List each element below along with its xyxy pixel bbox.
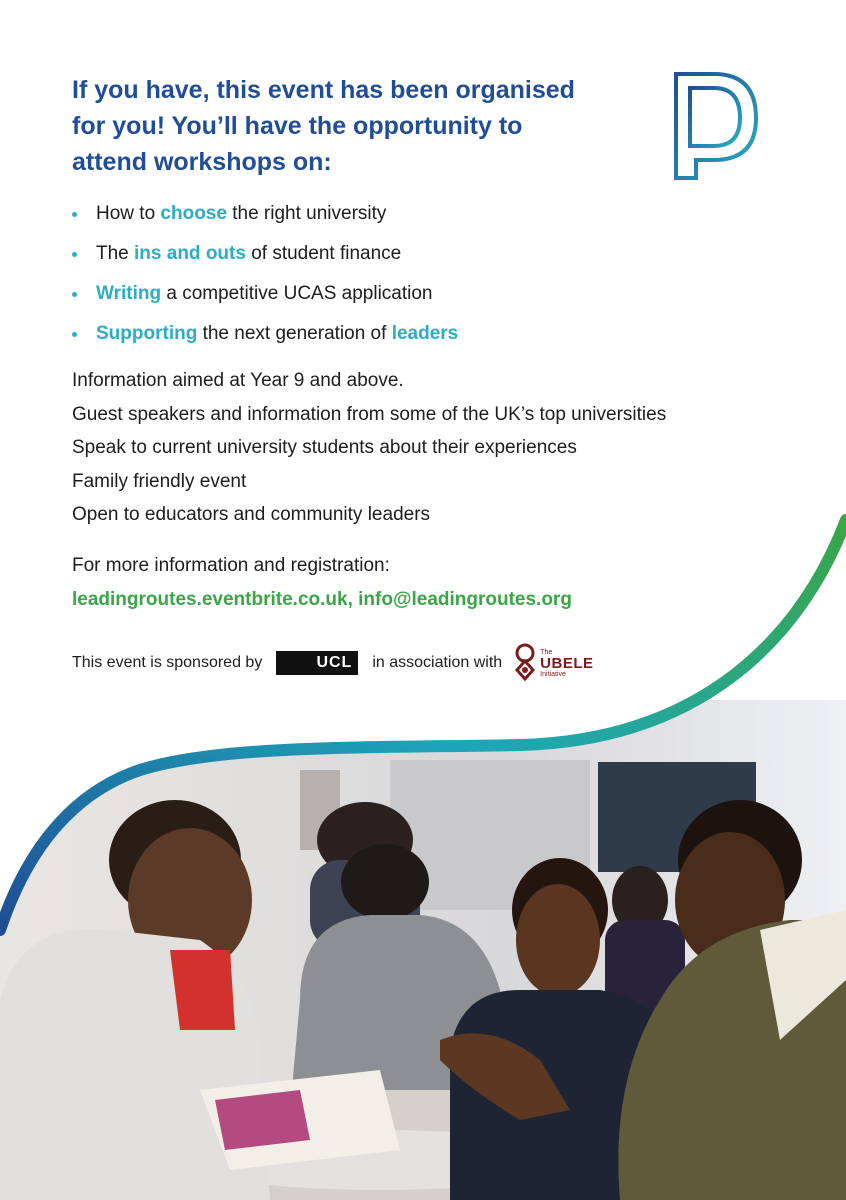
- ubele-initiative: Initiative: [540, 670, 566, 678]
- registration-links[interactable]: leadingroutes.eventbrite.co.uk, info@leadingroutes.org: [72, 589, 572, 610]
- workshop-text: How to: [96, 203, 161, 224]
- ubele-the: The: [540, 648, 553, 656]
- workshop-text: a competitive UCAS application: [161, 283, 433, 304]
- association-text: in association with: [372, 654, 503, 671]
- workshop-item: [72, 198, 458, 238]
- workshop-item: [72, 238, 458, 278]
- info-line: Speak to current university students about their experiences: [72, 437, 577, 458]
- workshop-item: [72, 318, 458, 358]
- workshop-text: of student finance: [245, 243, 402, 264]
- info-list: [72, 364, 666, 532]
- workshop-highlight: choose: [160, 203, 227, 224]
- workshop-item: [72, 278, 458, 318]
- workshop-text: the next generation of: [197, 323, 392, 344]
- more-info-text: For more information and registration:: [72, 555, 390, 576]
- workshop-text: the right university: [226, 203, 387, 224]
- workshop-highlight: ins and outs: [134, 243, 246, 264]
- workshop-text: The: [96, 243, 135, 264]
- sponsor-row: [72, 648, 594, 678]
- info-line: Family friendly event: [72, 470, 247, 492]
- bullet-icon: [72, 332, 77, 337]
- ubele-name: UBELE: [540, 654, 594, 672]
- workshop-list: [72, 198, 458, 358]
- page-heading: If you have, this event has been organised for you! You’ll have the opportunity to attend workshops on:: [72, 76, 575, 176]
- bullet-icon: [72, 292, 77, 297]
- bullet-icon: [72, 252, 77, 257]
- workshop-highlight: Writing: [96, 283, 162, 304]
- info-line: Open to educators and community leaders: [72, 504, 431, 525]
- ubele-emblem-icon: [512, 642, 538, 684]
- ucl-logo: UCL: [276, 651, 358, 675]
- info-line: Guest speakers and information from some of the UK’s top universities: [72, 403, 667, 425]
- workshop-highlight: Supporting: [96, 323, 198, 344]
- workshop-highlight: leaders: [391, 323, 459, 344]
- bullet-icon: [72, 212, 77, 217]
- ubele-logo: [512, 642, 593, 684]
- sponsored-by-text: This event is sponsored by: [72, 654, 263, 671]
- info-line: Information aimed at Year 9 and above.: [72, 370, 404, 391]
